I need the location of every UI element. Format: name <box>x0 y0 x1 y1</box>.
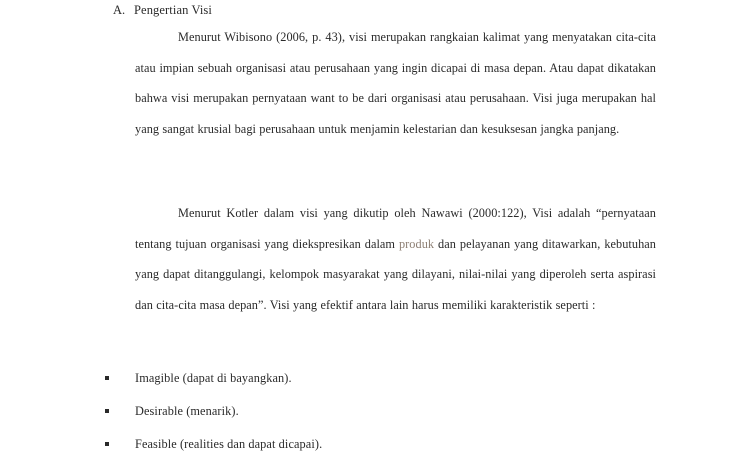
list-item-label: Desirable (menarik). <box>135 404 239 418</box>
list-item-label: Imagible (dapat di bayangkan). <box>135 371 292 385</box>
characteristics-list <box>103 362 603 461</box>
paragraph-kotler <box>135 198 656 320</box>
list-item-label: Feasible (realities dan dapat dicapai). <box>135 437 323 451</box>
list-item <box>103 428 603 461</box>
paragraph-kotler-highlighted-word: produk <box>398 236 435 251</box>
bullet-square-icon <box>103 428 135 461</box>
paragraph-wibisono: Menurut Wibisono (2006, p. 43), visi merupakan rangkaian kalimat yang menyatakan cita-cita atau impian sebuah organisasi atau perusahaan yang ingin dicapai di masa depan. Atau dapat dikatakan bahwa visi merupakan pernyataan want to be dari organisasi atau perusahaan. Visi juga merupakan hal yang sangat krusial bagi perusahaan untuk menjamin kelestarian dan kesuksesan jangka panjang. <box>135 30 656 136</box>
list-item <box>103 362 603 395</box>
bullet-square-icon <box>103 395 135 428</box>
section-heading-title: Pengertian Visi <box>134 3 212 17</box>
list-item <box>103 395 603 428</box>
paragraph-kotler-lead: Menurut Kotler dalam visi yang dikutip oleh Nawawi (2000:122), Visi adalah “pernyataan tentang tujuan organisasi yang diekspresikan dalam <box>135 206 656 251</box>
section-heading <box>113 2 212 19</box>
section-heading-marker: A. <box>113 3 126 17</box>
bullet-square-icon <box>103 362 135 395</box>
paragraph-kotler-tail: dan pelayanan yang ditawarkan, kebutuhan yang dapat ditanggulangi, kelompok masyarakat yang dilayani, nilai-nilai yang diperoleh serta aspirasi dan cita-cita masa depan”. Visi yang efektif antara lain harus memiliki karakteristik seperti : <box>135 236 656 312</box>
